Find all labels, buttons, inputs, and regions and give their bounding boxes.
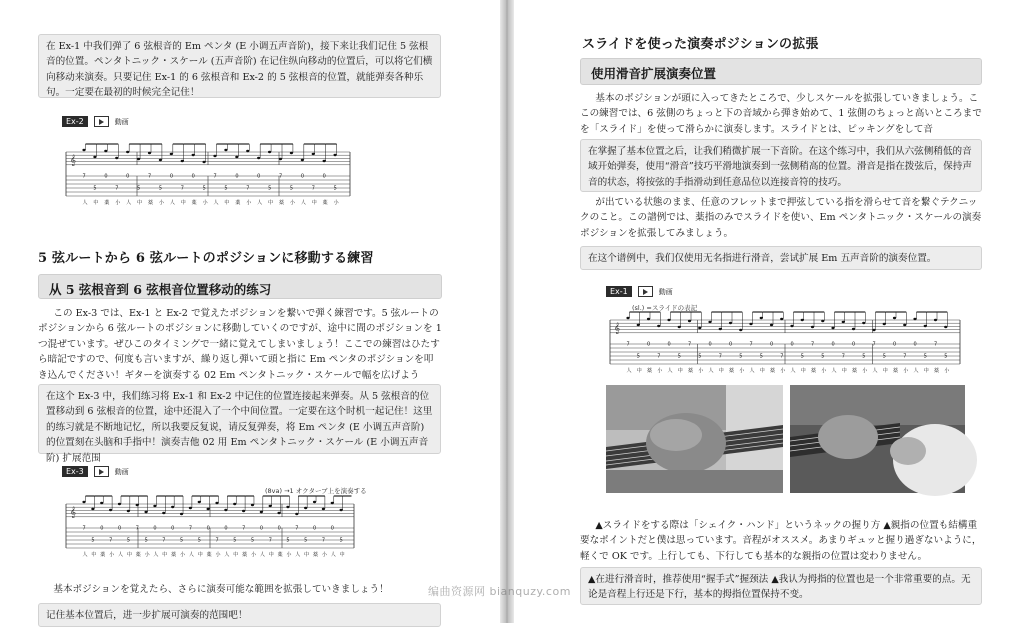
svg-text:𝄞: 𝄞 bbox=[70, 155, 76, 166]
svg-text:5: 5 bbox=[821, 353, 825, 360]
score-svg bbox=[606, 310, 964, 376]
svg-text:5: 5 bbox=[286, 537, 290, 544]
svg-text:7: 7 bbox=[215, 537, 219, 544]
svg-text:人: 人 bbox=[749, 368, 755, 374]
svg-text:7: 7 bbox=[268, 537, 272, 544]
video-label: 動画 bbox=[658, 287, 673, 296]
svg-text:薬: 薬 bbox=[279, 200, 285, 206]
svg-text:薬: 薬 bbox=[277, 552, 283, 558]
example-1-tag bbox=[606, 286, 673, 297]
svg-text:薬: 薬 bbox=[688, 368, 694, 374]
svg-text:小: 小 bbox=[944, 368, 950, 374]
example-label: Ex-3 bbox=[62, 466, 88, 477]
octave-annotation: (8va) →1 オクターブ上を演奏する bbox=[265, 487, 367, 495]
svg-text:薬: 薬 bbox=[104, 200, 110, 206]
svg-text:5: 5 bbox=[698, 353, 702, 360]
svg-text:人: 人 bbox=[82, 200, 88, 206]
svg-text:薬: 薬 bbox=[100, 552, 106, 558]
svg-text:5: 5 bbox=[224, 185, 228, 192]
svg-text:中: 中 bbox=[882, 368, 888, 374]
svg-text:人: 人 bbox=[872, 368, 878, 374]
section-heading-japanese: 5 弦ルートから 6 弦ルートのポジションに移動する練習 bbox=[38, 251, 374, 266]
svg-text:人: 人 bbox=[257, 200, 263, 206]
score-example-3 bbox=[62, 494, 358, 560]
svg-text:0: 0 bbox=[257, 173, 261, 180]
chinese-translation-box-2: 在这个谱例中，我们仅使用无名指进行滑音，尝试扩展 Em 五声音阶的演奏位置。 bbox=[580, 246, 982, 270]
svg-text:5: 5 bbox=[882, 353, 886, 360]
svg-text:0: 0 bbox=[831, 341, 835, 348]
left-page bbox=[0, 0, 500, 623]
score-example-1 bbox=[606, 310, 964, 376]
svg-text:0: 0 bbox=[708, 341, 712, 348]
svg-text:人: 人 bbox=[667, 368, 673, 374]
svg-text:5: 5 bbox=[289, 185, 294, 192]
svg-text:人: 人 bbox=[626, 368, 632, 374]
right-page bbox=[514, 0, 1024, 623]
svg-text:5: 5 bbox=[636, 353, 640, 360]
svg-text:中: 中 bbox=[677, 368, 683, 374]
japanese-paragraph-2: が出ている状態のまま、任意のフレットまで押弦している指を滑らせて音を繋ぐテクニックのこと。この譜例では、薬指のみでスライドを使い、Em ペンタトニック・スケールの演奏ポジションを拡張してみましょう。 bbox=[580, 197, 982, 239]
svg-text:中: 中 bbox=[137, 200, 143, 206]
japanese-paragraph-1: 基本のポジションが頭に入ってきたところで、少しスケールを拡張していきましょう。ここの練習では、6 弦側のちょっと下の音域から弾き始めて、1 弦側のちょっと高いところまでを「スライド」を使って滑らかに演奏します。スライドとは、ピッキングをして音 bbox=[580, 93, 982, 135]
svg-text:7: 7 bbox=[780, 353, 784, 360]
svg-text:人: 人 bbox=[708, 368, 714, 374]
svg-text:小: 小 bbox=[158, 200, 164, 206]
svg-text:7: 7 bbox=[934, 341, 938, 348]
svg-text:人: 人 bbox=[126, 200, 132, 206]
svg-text:7: 7 bbox=[148, 173, 152, 180]
svg-text:0: 0 bbox=[790, 341, 794, 348]
chinese-translation-box-3: ▲在进行滑音时，推荐使用“握手式”握颈法 ▲我认为拇指的位置也是一个非常重要的点。无论是音程上行还是下行，基本的拇指位置保持不变。 bbox=[580, 567, 982, 605]
japanese-paragraph-1: この Ex-3 では、Ex-1 と Ex-2 で覚えたポジションを繋いで弾く練習です。5 弦ルートのポジションから 6 弦ルートのポジションに移動していくのですが、途中に間のポジションを 1 つ混ぜています。ぜひこのタイミングで一緒に覚えてしまいましょう！ここでの練習はひたすら暗記ですので、何度も言いますが、繰り返し弾いて頭と指に Em ペンタのポジションを叩き込んでください！ギターを演奏する 02 Em ペンタトニック・スケールで幅を広げよう bbox=[38, 308, 442, 381]
svg-text:薬: 薬 bbox=[313, 552, 319, 558]
svg-text:0: 0 bbox=[647, 341, 651, 348]
svg-text:5: 5 bbox=[197, 537, 201, 544]
page-gutter bbox=[500, 0, 514, 623]
svg-text:中: 中 bbox=[268, 200, 274, 206]
svg-text:5: 5 bbox=[126, 537, 131, 544]
score-svg bbox=[62, 142, 354, 208]
svg-text:0: 0 bbox=[100, 525, 104, 532]
svg-text:中: 中 bbox=[339, 552, 345, 558]
svg-text:人: 人 bbox=[913, 368, 919, 374]
svg-text:中: 中 bbox=[224, 200, 230, 206]
svg-text:小: 小 bbox=[180, 552, 186, 558]
svg-text:薬: 薬 bbox=[235, 200, 241, 206]
video-play-icon[interactable] bbox=[638, 286, 653, 297]
svg-text:中: 中 bbox=[91, 552, 97, 558]
svg-text:人: 人 bbox=[224, 552, 230, 558]
video-label: 動画 bbox=[114, 467, 129, 476]
svg-text:0: 0 bbox=[126, 173, 130, 180]
svg-text:7: 7 bbox=[82, 525, 86, 532]
slide-annotation: (sl.) =スライドの表記 bbox=[632, 304, 698, 312]
score-svg bbox=[62, 494, 358, 560]
svg-text:薬: 薬 bbox=[811, 368, 817, 374]
svg-text:0: 0 bbox=[322, 173, 326, 180]
svg-text:5: 5 bbox=[158, 185, 163, 192]
svg-text:7: 7 bbox=[872, 341, 876, 348]
svg-text:0: 0 bbox=[206, 525, 210, 532]
svg-text:人: 人 bbox=[169, 200, 175, 206]
svg-text:𝄞: 𝄞 bbox=[70, 507, 76, 518]
svg-text:小: 小 bbox=[821, 368, 827, 374]
svg-text:0: 0 bbox=[313, 525, 317, 532]
svg-text:0: 0 bbox=[171, 525, 175, 532]
svg-text:中: 中 bbox=[636, 368, 642, 374]
example-3-tag bbox=[62, 466, 129, 477]
chinese-translation-box-1: 在掌握了基本位置之后，让我们稍微扩展一下音阶。在这个练习中，我们从六弦侧稍低的音域开始弹奏，使用“滑音”技巧平滑地演奏到一弦侧稍高的位置。滑音是指在拨弦后，保持声音的状态，将按弦的手指滑动到任意品位以连接音符的技巧。 bbox=[580, 139, 982, 192]
svg-text:7: 7 bbox=[279, 173, 283, 180]
svg-text:𝄞: 𝄞 bbox=[614, 323, 620, 334]
svg-text:5: 5 bbox=[202, 185, 206, 192]
video-label: 動画 bbox=[114, 117, 129, 126]
svg-text:5: 5 bbox=[339, 537, 343, 544]
watermark: 编曲资源网 bianquzy.com bbox=[428, 585, 571, 598]
svg-text:中: 中 bbox=[268, 552, 274, 558]
svg-text:小: 小 bbox=[780, 368, 786, 374]
svg-text:小: 小 bbox=[862, 368, 868, 374]
svg-text:0: 0 bbox=[153, 525, 157, 532]
svg-text:0: 0 bbox=[893, 341, 897, 348]
svg-text:0: 0 bbox=[259, 525, 264, 532]
svg-text:薬: 薬 bbox=[934, 368, 940, 374]
section-heading-chinese: 使用滑音扩展演奏位置 bbox=[580, 58, 982, 85]
section-heading-chinese: 从 5 弦根音到 6 弦根音位置移动的练习 bbox=[38, 274, 442, 299]
svg-text:小: 小 bbox=[739, 368, 745, 374]
svg-text:人: 人 bbox=[790, 368, 796, 374]
svg-text:7: 7 bbox=[903, 353, 907, 360]
svg-text:5: 5 bbox=[923, 353, 927, 360]
svg-text:中: 中 bbox=[93, 200, 99, 206]
svg-text:中: 中 bbox=[180, 200, 186, 206]
svg-text:5: 5 bbox=[739, 353, 743, 360]
svg-text:7: 7 bbox=[626, 341, 630, 348]
score-example-2 bbox=[62, 142, 354, 208]
svg-text:人: 人 bbox=[831, 368, 837, 374]
chinese-translation-box-3: 记住基本位置后，进一步扩展可演奏的范围吧！ bbox=[38, 603, 441, 627]
svg-text:薬: 薬 bbox=[148, 200, 154, 206]
svg-text:人: 人 bbox=[259, 552, 265, 558]
svg-text:7: 7 bbox=[82, 173, 86, 180]
example-2-tag bbox=[62, 116, 129, 127]
svg-text:7: 7 bbox=[688, 341, 692, 348]
svg-text:薬: 薬 bbox=[647, 368, 653, 374]
svg-text:5: 5 bbox=[180, 537, 184, 544]
svg-text:人: 人 bbox=[188, 552, 194, 558]
svg-text:7: 7 bbox=[162, 537, 166, 544]
svg-text:7: 7 bbox=[188, 525, 193, 532]
svg-text:7: 7 bbox=[811, 341, 815, 348]
svg-text:0: 0 bbox=[224, 525, 228, 532]
svg-text:0: 0 bbox=[169, 173, 174, 180]
svg-text:5: 5 bbox=[800, 353, 804, 360]
svg-text:7: 7 bbox=[180, 185, 184, 192]
svg-text:0: 0 bbox=[330, 525, 334, 532]
svg-text:中: 中 bbox=[923, 368, 929, 374]
svg-text:薬: 薬 bbox=[322, 200, 328, 206]
svg-text:薬: 薬 bbox=[893, 368, 899, 374]
svg-text:中: 中 bbox=[841, 368, 847, 374]
svg-text:小: 小 bbox=[144, 552, 150, 558]
svg-text:5: 5 bbox=[759, 353, 763, 360]
video-play-icon[interactable] bbox=[94, 466, 109, 477]
svg-text:5: 5 bbox=[268, 185, 272, 192]
svg-text:7: 7 bbox=[841, 353, 845, 360]
svg-text:薬: 薬 bbox=[729, 368, 735, 374]
svg-text:7: 7 bbox=[135, 525, 139, 532]
svg-text:7: 7 bbox=[115, 185, 119, 192]
svg-text:0: 0 bbox=[191, 173, 195, 180]
svg-text:薬: 薬 bbox=[191, 200, 197, 206]
svg-text:小: 小 bbox=[903, 368, 909, 374]
svg-text:5: 5 bbox=[304, 537, 308, 544]
svg-text:5: 5 bbox=[137, 185, 141, 192]
japanese-paragraph-3: ▲スライドをする際は「シェイク・ハンド」というネックの握り方 ▲親指の位置も結構重要なポイントだと僕は思っています。音程がオススメ。あまりギュッと握り過ぎないように，軽くで OK です。上行しても、下行しても基本的な親指の位置は変わりません。 bbox=[580, 520, 982, 562]
svg-text:5: 5 bbox=[233, 537, 237, 544]
svg-text:小: 小 bbox=[289, 200, 295, 206]
svg-text:人: 人 bbox=[153, 552, 159, 558]
section-heading-japanese: スライドを使った演奏ポジションの拡張 bbox=[582, 37, 819, 52]
svg-text:0: 0 bbox=[277, 525, 281, 532]
example-label: Ex-1 bbox=[606, 286, 632, 297]
svg-text:7: 7 bbox=[109, 537, 113, 544]
svg-text:小: 小 bbox=[657, 368, 663, 374]
svg-text:中: 中 bbox=[718, 368, 724, 374]
svg-text:小: 小 bbox=[202, 200, 208, 206]
svg-text:中: 中 bbox=[162, 552, 168, 558]
svg-text:中: 中 bbox=[126, 552, 132, 558]
example-label: Ex-2 bbox=[62, 116, 88, 127]
svg-text:0: 0 bbox=[729, 341, 733, 348]
svg-text:7: 7 bbox=[718, 353, 722, 360]
svg-text:7: 7 bbox=[213, 173, 217, 180]
svg-text:人: 人 bbox=[295, 552, 301, 558]
photo-guitar-neck-image bbox=[606, 385, 783, 493]
svg-text:0: 0 bbox=[667, 341, 671, 348]
svg-text:7: 7 bbox=[311, 185, 315, 192]
photo-guitar-neck-grip bbox=[606, 385, 783, 493]
svg-text:薬: 薬 bbox=[171, 552, 177, 558]
svg-text:薬: 薬 bbox=[770, 368, 776, 374]
svg-text:5: 5 bbox=[677, 353, 681, 360]
svg-text:小: 小 bbox=[286, 552, 292, 558]
svg-text:5: 5 bbox=[93, 185, 97, 192]
svg-text:7: 7 bbox=[246, 185, 250, 192]
svg-text:人: 人 bbox=[213, 200, 219, 206]
svg-text:7: 7 bbox=[657, 353, 661, 360]
svg-text:7: 7 bbox=[295, 525, 299, 532]
svg-text:0: 0 bbox=[852, 341, 856, 348]
svg-text:中: 中 bbox=[311, 200, 317, 206]
svg-text:人: 人 bbox=[330, 552, 336, 558]
video-play-icon[interactable] bbox=[94, 116, 109, 127]
svg-text:0: 0 bbox=[770, 341, 774, 348]
svg-text:薬: 薬 bbox=[242, 552, 248, 558]
svg-text:小: 小 bbox=[109, 552, 115, 558]
svg-text:中: 中 bbox=[759, 368, 765, 374]
svg-text:7: 7 bbox=[749, 341, 753, 348]
svg-text:5: 5 bbox=[250, 537, 255, 544]
svg-text:小: 小 bbox=[250, 552, 256, 558]
svg-text:人: 人 bbox=[300, 200, 306, 206]
svg-text:小: 小 bbox=[321, 552, 327, 558]
svg-text:小: 小 bbox=[246, 200, 252, 206]
svg-text:小: 小 bbox=[215, 552, 221, 558]
svg-text:5: 5 bbox=[944, 353, 948, 360]
svg-text:0: 0 bbox=[300, 173, 305, 180]
photo-guitar-body-image bbox=[790, 385, 965, 493]
svg-text:5: 5 bbox=[144, 537, 148, 544]
svg-text:中: 中 bbox=[800, 368, 806, 374]
svg-text:人: 人 bbox=[117, 552, 123, 558]
svg-text:7: 7 bbox=[321, 537, 326, 544]
japanese-paragraph-2: 基本ポジションを覚えたら、さらに演奏可能な範囲を拡張していきましょう！ bbox=[53, 584, 389, 595]
svg-text:7: 7 bbox=[242, 525, 246, 532]
chinese-translation-box-1: 在 Ex-1 中我们弹了 6 弦根音的 Em ペンタ (E 小调五声音阶)，接下来让我们记住 5 弦根音的位置。ペンタトニック・スケール (五声音阶) 在记住纵向移动的位置后，可以将它们横向移动来演奏。只要记住 Ex-1 的 6 弦根音和 Ex-2 的 5 弦根音的位置，就能弹奏各种乐句。一定要在最初的时候完全记住！ bbox=[38, 34, 441, 98]
svg-text:5: 5 bbox=[333, 185, 337, 192]
svg-text:0: 0 bbox=[117, 525, 122, 532]
svg-text:5: 5 bbox=[91, 537, 95, 544]
svg-text:0: 0 bbox=[913, 341, 917, 348]
svg-text:小: 小 bbox=[115, 200, 121, 206]
svg-text:薬: 薬 bbox=[852, 368, 858, 374]
svg-text:0: 0 bbox=[235, 173, 239, 180]
svg-text:小: 小 bbox=[698, 368, 704, 374]
svg-text:薬: 薬 bbox=[206, 552, 212, 558]
svg-text:中: 中 bbox=[197, 552, 203, 558]
photo-thumb-position bbox=[790, 385, 965, 493]
svg-text:中: 中 bbox=[304, 552, 310, 558]
svg-text:人: 人 bbox=[82, 552, 88, 558]
svg-text:5: 5 bbox=[862, 353, 866, 360]
svg-text:薬: 薬 bbox=[135, 552, 141, 558]
svg-text:中: 中 bbox=[233, 552, 239, 558]
svg-text:小: 小 bbox=[333, 200, 339, 206]
chinese-translation-box-2: 在这个 Ex-3 中，我们练习将 Ex-1 和 Ex-2 中记住的位置连接起来弹奏。从 5 弦根音的位置移动到 6 弦根音的位置，途中还混入了一个中间位置。一定要在这个时机一起记住！这里的练习就是不断地记忆，所以我要反复说，请反复弹奏，将 Em ペンタ (E 小调五声音阶) 的位置刻在头脑和手指中！演奏吉他 02 用 Em ペンタトニック・スケール (E 小调五声音阶) 扩展范围 bbox=[38, 384, 441, 454]
svg-text:0: 0 bbox=[104, 173, 108, 180]
